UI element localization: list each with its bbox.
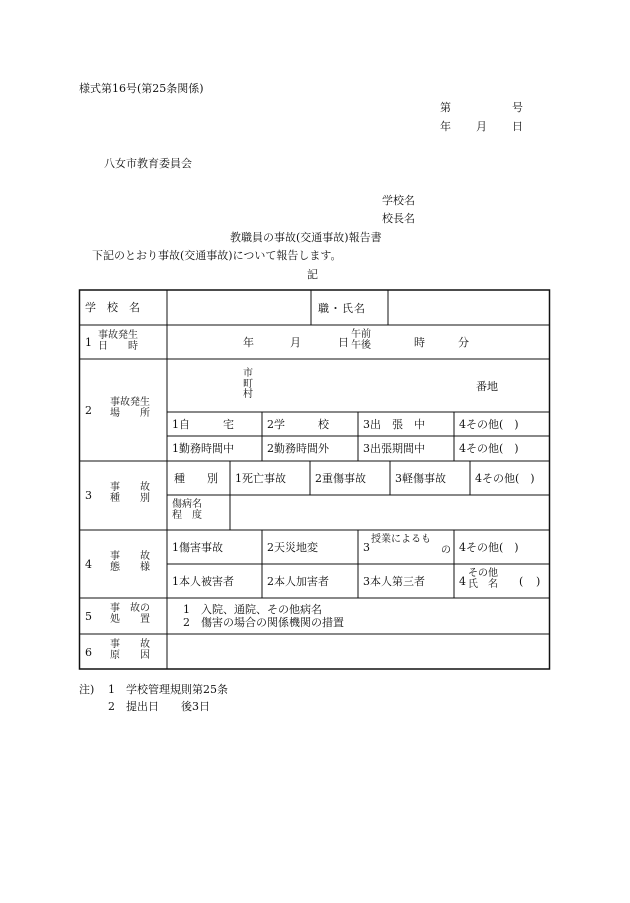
- mode-self-third-party: 3本人第三者: [363, 575, 425, 588]
- type-label: 種 別: [174, 472, 218, 485]
- number-go-label: 号: [512, 101, 523, 114]
- note-2-label: 提出日: [126, 700, 159, 713]
- mode-injury: 1傷害事故: [172, 541, 223, 554]
- row5-number: 5: [85, 610, 92, 623]
- time-outside-work: 2勤務時間外: [267, 442, 329, 455]
- form-number: 様式第16号(第25条関係): [79, 82, 204, 95]
- time-other: 4その他( ): [459, 442, 519, 455]
- row1-number: 1: [85, 336, 92, 349]
- measure-item-2: 2 傷害の場合の関係機関の措置: [183, 616, 344, 629]
- staff-name-cell-label: 職・氏名: [318, 302, 366, 315]
- row1-am-pm: 午前 午後: [351, 329, 371, 351]
- row4-number: 4: [85, 558, 92, 571]
- date-year-label: 年: [440, 120, 451, 133]
- measure-item-1: 1 入院、通院、その他病名: [183, 603, 322, 616]
- row1-hour: 時: [414, 336, 425, 349]
- time-during-work: 1勤務時間中: [172, 442, 234, 455]
- mode-class-text: 授業によるも の: [371, 534, 451, 556]
- mode-other-name-text: その他 氏 名: [468, 568, 498, 590]
- note-1-text: 学校管理規則第25条: [126, 683, 228, 696]
- note-1-number: 1: [108, 683, 115, 696]
- intro-text: 下記のとおり事故(交通事故)について報告します。: [92, 249, 342, 262]
- mode-self-victim: 1本人被害者: [172, 575, 234, 588]
- mode-other-name-number: 4: [459, 575, 466, 588]
- ki-label: 記: [307, 268, 318, 281]
- row1-year: 年: [243, 336, 254, 349]
- row1-day: 日: [338, 336, 349, 349]
- document-title: 教職員の事故(交通事故)報告書: [230, 231, 382, 244]
- row4-label: 事 故 態 様: [110, 551, 150, 573]
- mode-disaster: 2天災地変: [267, 541, 318, 554]
- type-minor: 3軽傷事故: [395, 472, 446, 485]
- type-fatal: 1死亡事故: [235, 472, 286, 485]
- date-month-label: 月: [476, 120, 487, 133]
- type-serious: 2重傷事故: [315, 472, 366, 485]
- note-2-value: 後3日: [181, 700, 210, 713]
- row1-minute: 分: [458, 336, 469, 349]
- city-town-village: 市 町 村: [243, 368, 253, 400]
- place-business-trip: 3出 張 中: [363, 418, 425, 431]
- injury-label: 傷病名 程 度: [172, 499, 202, 521]
- mode-other-open-paren: (: [519, 575, 524, 588]
- row5-label: 事 故の 処 置: [110, 603, 150, 625]
- place-home: 1自 宅: [172, 418, 234, 431]
- row2-number: 2: [85, 404, 92, 417]
- row6-number: 6: [85, 646, 92, 659]
- school-name-label: 学校名: [382, 194, 415, 207]
- notes-prefix: 注): [79, 683, 95, 696]
- mode-other-close-paren: ): [536, 575, 541, 588]
- number-dai-label: 第: [440, 101, 451, 114]
- row1-label: 事故発生 日 時: [98, 330, 138, 352]
- type-other: 4その他( ): [475, 472, 535, 485]
- mode-self-offender: 2本人加害者: [267, 575, 329, 588]
- banchi-label: 番地: [476, 380, 498, 393]
- row6-label: 事 故 原 因: [110, 639, 150, 661]
- time-trip-period: 3出張期間中: [363, 442, 425, 455]
- row3-label: 事 故 種 別: [110, 482, 150, 504]
- principal-name-label: 校長名: [382, 212, 415, 225]
- date-day-label: 日: [512, 120, 523, 133]
- row2-label: 事故発生 場 所: [110, 397, 150, 419]
- addressee: 八女市教育委員会: [104, 157, 192, 170]
- row3-number: 3: [85, 489, 92, 502]
- place-school: 2学 校: [267, 418, 329, 431]
- mode-class-number: 3: [363, 541, 370, 554]
- note-2-number: 2: [108, 700, 115, 713]
- mode-other: 4その他( ): [459, 541, 519, 554]
- place-other: 4その他( ): [459, 418, 519, 431]
- row1-month: 月: [290, 336, 301, 349]
- school-name-cell-label: 学 校 名: [85, 301, 140, 314]
